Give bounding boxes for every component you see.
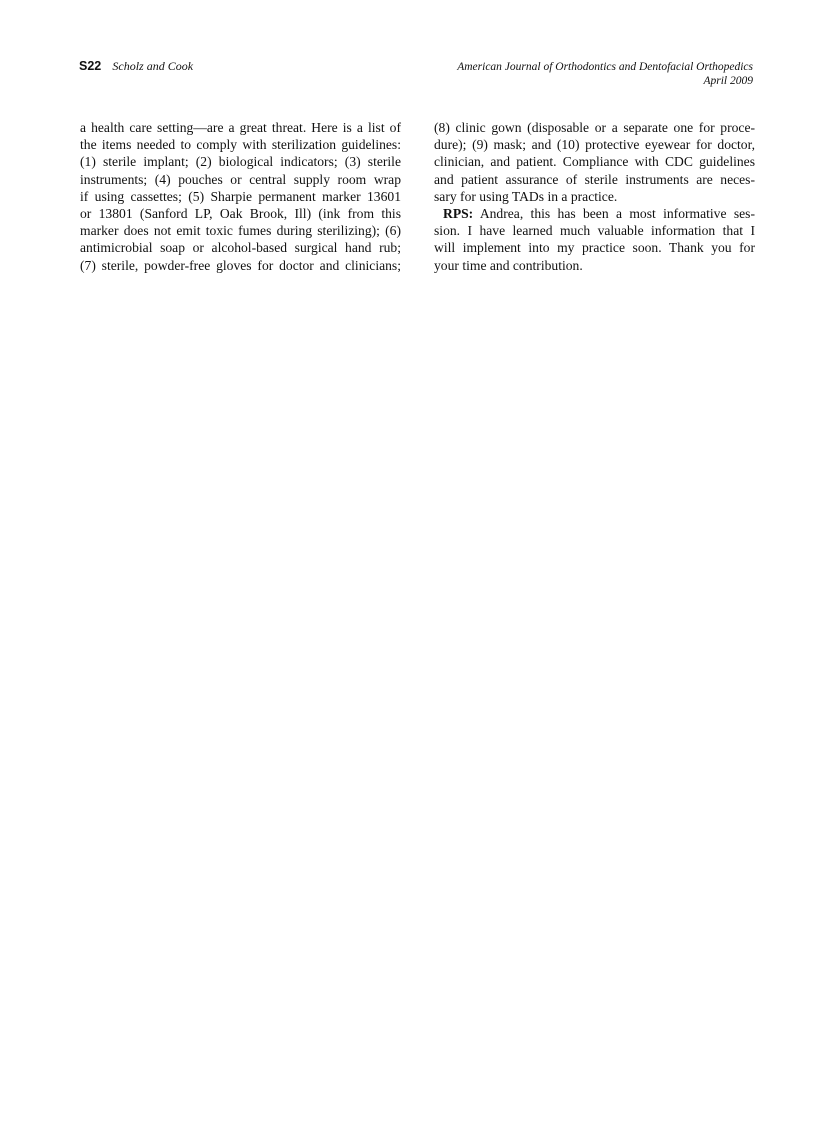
text-span: Andrea, this has been a most informative ses- <box>479 205 755 221</box>
speaker-label: RPS: <box>443 205 474 221</box>
text-line: your time and contribution. <box>434 257 583 273</box>
text-line: will implement into my practice soon. Thank you for <box>434 240 755 256</box>
rps-paragraph-first-line <box>434 205 755 222</box>
running-header-left <box>79 59 193 74</box>
text-line: (7) sterile, powder-free gloves for doctor and clinicians; <box>80 257 401 273</box>
text-line: sion. I have learned much valuable information that I <box>434 223 755 239</box>
text-line: instruments; (4) pouches or central supply room wrap <box>80 171 401 187</box>
left-column <box>80 119 401 274</box>
text-line: if using cassettes; (5) Sharpie permanent marker 13601 <box>80 188 401 204</box>
issue-date: April 2009 <box>703 75 753 87</box>
text-line: (1) sterile implant; (2) biological indicators; (3) sterile <box>80 154 401 170</box>
text-line: dure); (9) mask; and (10) protective eyewear for doctor, <box>434 137 755 153</box>
text-line: sary for using TADs in a practice. <box>434 188 618 204</box>
text-line: (8) clinic gown (disposable or a separate one for proce- <box>434 120 755 135</box>
journal-title: American Journal of Orthodontics and Dentofacial Orthopedics <box>457 61 753 73</box>
text-line: and patient assurance of sterile instruments are neces- <box>434 171 755 187</box>
authors: Scholz and Cook <box>112 59 194 73</box>
text-line: the items needed to comply with sterilization guidelines: <box>80 137 401 153</box>
text-line: or 13801 (Sanford LP, Oak Brook, Ill) (ink from this <box>80 205 401 221</box>
text-line: marker does not emit toxic fumes during sterilizing); (6) <box>80 223 401 239</box>
running-header-right <box>457 60 753 88</box>
text-line: antimicrobial soap or alcohol-based surgical hand rub; <box>80 240 401 256</box>
right-column <box>434 119 755 274</box>
text-line: clinician, and patient. Compliance with CDC guidelines <box>434 154 755 170</box>
page-number: S22 <box>79 59 102 73</box>
text-line: a health care setting—are a great threat. Here is a list of <box>80 120 401 135</box>
